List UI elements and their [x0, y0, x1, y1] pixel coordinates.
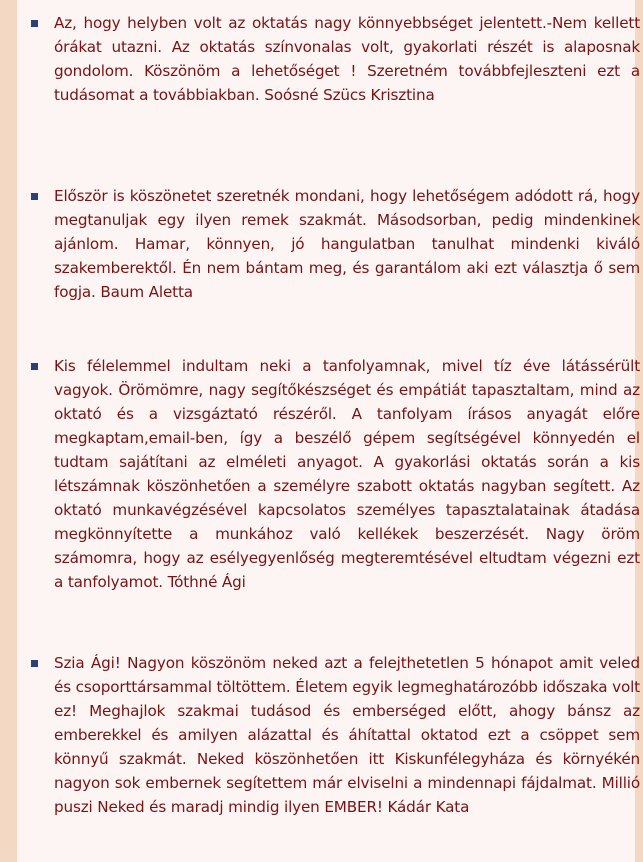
square-bullet-icon [31, 363, 38, 370]
testimonial-text: Szia Ági! Nagyon köszönöm neked azt a felejthetetlen 5 hónapot amit veled és csoporttársammal töltöttem. Életem egyik legmeghatározóbb időszaka volt ez! Meghajlok szakmai tudásod és emberséged előtt, ahogy bánsz az emberekkel és amilyen alázattal és áhítattal oktatod ezt a csöppet sem könnyű szakmát. Neked köszönhetően itt Kiskunfélegyháza és környékén nagyon sok embernek segítettem már elviselni a mindennapi fájdalmat. Millió puszi Neked és maradj mindig ilyen EMBER! Kádár Kata [54, 654, 640, 816]
testimonial-page [17, 0, 640, 862]
testimonial-text: Kis félelemmel indultam neki a tanfolyamnak, mivel tíz éve látássérült vagyok. Örömömre, nagy segítőkészséget és empátiát tapasztaltam, mind az oktató és a vizsgáztató részéről. A tanfolyam írásos anyagát előre megkaptam,email-ben, így a beszélő gépem segítségével könnyedén el tudtam sajátítani az elméleti anyagot. A gyakorlási oktatás során a kis létszámnak köszönhetően a személyre szabott oktatás nagyban segített. Az oktató munkavégzésével kapcsolatos személyes tapasztalatainak átadása megkönnyítette a munkához való kellékek beszerzését. Nagy öröm számomra, hogy az esélyegyenlőség megteremtésével eltudtam végezni ezt a tanfolyamot. Tóthné Ági [54, 357, 640, 591]
testimonial-item [54, 651, 640, 819]
testimonial-text: Az, hogy helyben volt az oktatás nagy könnyebbséget jelentett.-Nem kellett órákat utazni. Az oktatás színvonalas volt, gyakorlati részét is alaposnak gondolom. Köszönöm a lehetőséget ! Szeretném továbbfejleszteni ezt a tudásomat a továbbiakban. Soósné Szücs Krisztina [54, 14, 640, 104]
testimonial-item [54, 184, 640, 304]
square-bullet-icon [31, 20, 38, 27]
square-bullet-icon [31, 193, 38, 200]
testimonial-item [54, 354, 640, 594]
square-bullet-icon [31, 660, 38, 667]
testimonial-item [54, 11, 640, 107]
testimonial-text: Először is köszönetet szeretnék mondani, hogy lehetőségem adódott rá, hogy megtanuljak egy ilyen remek szakmát. Másodsorban, pedig mindenkinek ajánlom. Hamar, könnyen, jó hangulatban tanulhat mindenki kiváló szakemberektől. Én nem bántam meg, és garantálom aki ezt választja ő sem fogja. Baum Aletta [54, 187, 640, 301]
